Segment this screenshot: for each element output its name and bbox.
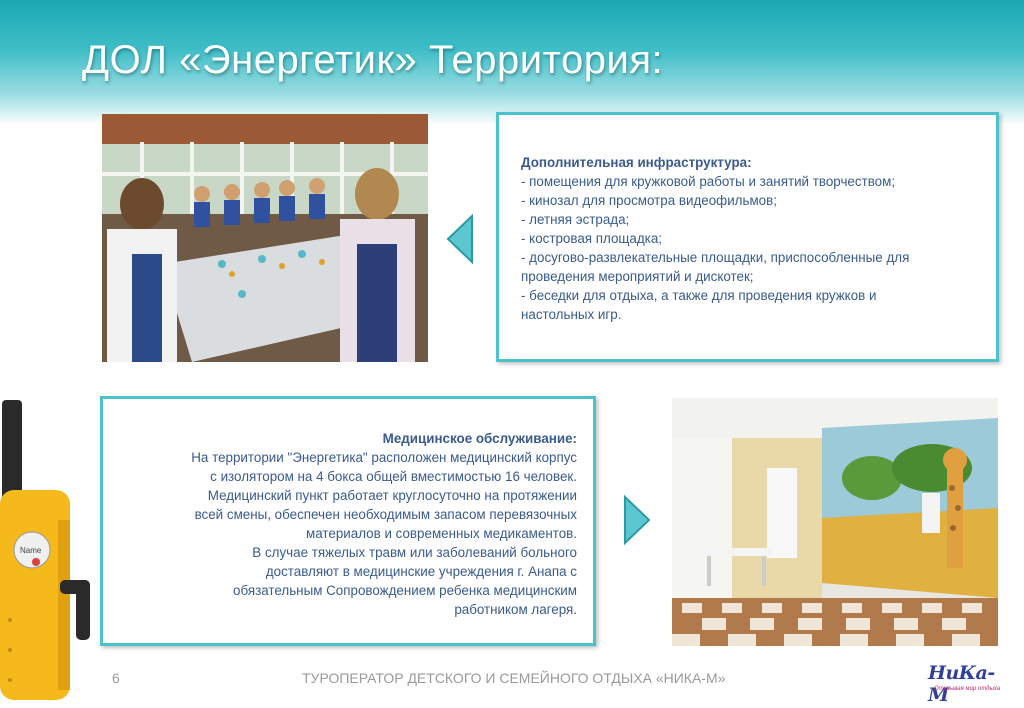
activity-room-photo	[102, 114, 428, 362]
arrow-left-icon	[446, 214, 474, 264]
infrastructure-line: - летняя эстрада;	[521, 212, 630, 227]
infrastructure-line: проведения мероприятий и дискотек;	[521, 269, 754, 284]
medical-line: На территории "Энергетика" расположен медицинский корпус	[191, 450, 577, 465]
infrastructure-line: - беседки для отдыха, а также для проведения кружков и	[521, 288, 877, 303]
medical-line: с изолятором на 4 бокса общей вместимостью 16 человек.	[210, 469, 577, 484]
infrastructure-heading: Дополнительная инфраструктура:	[521, 155, 752, 170]
medical-line: обязательным Сопровождением ребенка медицинским	[233, 583, 577, 598]
infrastructure-line: - костровая площадка;	[521, 231, 663, 246]
infrastructure-line: - помещения для кружковой работы и занятий творчеством;	[521, 174, 896, 189]
medical-line: В случае тяжелых травм или заболеваний больного	[252, 545, 577, 560]
footer-text: ТУРОПЕРАТОР ДЕТСКОГО И СЕМЕЙНОГО ОТДЫХА «НИКА-М»	[302, 670, 726, 686]
medical-line: материалов и современных медикаментов.	[306, 526, 577, 541]
medical-line: Медицинский пункт работает круглосуточно на протяжении	[207, 488, 577, 503]
infrastructure-line: - кинозал для просмотра видеофильмов;	[521, 193, 777, 208]
infrastructure-line: настольных игр.	[521, 307, 622, 322]
medical-heading: Медицинское обслуживание:	[382, 431, 577, 446]
page-number: 6	[112, 670, 120, 686]
medical-box	[100, 396, 596, 646]
logo-name: НиКа-М	[928, 662, 995, 706]
slide-title: ДОЛ «Энергетик» Территория:	[82, 38, 664, 82]
suitcase-name-tag: Name	[20, 546, 42, 555]
infrastructure-line: - досугово-развлекательные площадки, приспособленные для	[521, 250, 910, 265]
infrastructure-box	[496, 112, 999, 362]
medical-line: работником лагеря.	[454, 602, 577, 617]
medical-corridor-photo	[672, 398, 998, 646]
logo-tagline: Открывая мир отдыха	[934, 686, 1001, 692]
nika-m-logo	[920, 660, 1001, 706]
medical-line: доставляют в медицинские учреждения г. Анапа с	[265, 564, 577, 579]
suitcase-illustration	[0, 400, 100, 700]
arrow-right-icon	[623, 495, 651, 545]
medical-line: всей смены, обеспечен необходимым запасом перевязочных	[194, 507, 577, 522]
